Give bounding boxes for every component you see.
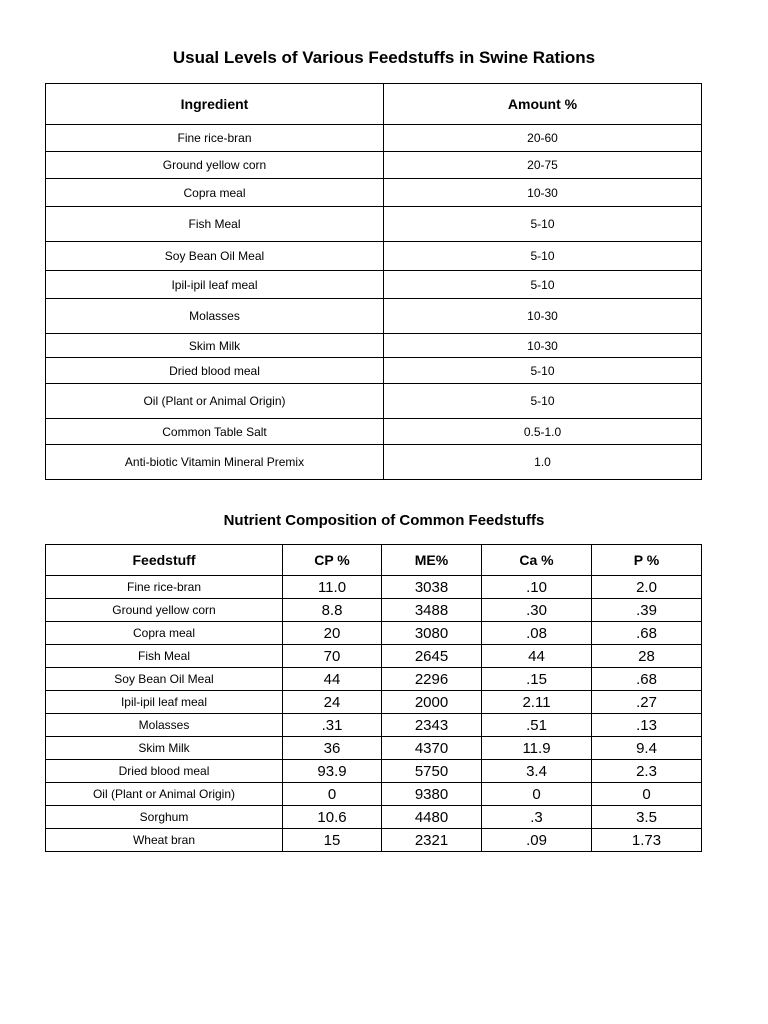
composition-row: [46, 760, 702, 783]
composition-me-cell: 3488: [382, 599, 482, 622]
composition-p-cell: .68: [592, 668, 702, 691]
levels-row: [46, 358, 702, 384]
composition-feedstuff-cell: Wheat bran: [46, 829, 283, 852]
composition-p-cell: .39: [592, 599, 702, 622]
levels-amount-cell: 5-10: [384, 384, 702, 419]
composition-me-cell: 2343: [382, 714, 482, 737]
levels-ingredient-cell: Ipil-ipil leaf meal: [46, 271, 384, 299]
composition-me-cell: 2321: [382, 829, 482, 852]
composition-row: [46, 806, 702, 829]
levels-row: [46, 179, 702, 207]
composition-title: Nutrient Composition of Common Feedstuffs: [223, 512, 545, 529]
levels-amount-cell: 1.0: [384, 445, 702, 480]
composition-ca-cell: .08: [482, 622, 592, 645]
composition-feedstuff-cell: Copra meal: [46, 622, 283, 645]
levels-row: [46, 299, 702, 334]
composition-me-cell: 2000: [382, 691, 482, 714]
levels-amount-cell: 5-10: [384, 242, 702, 271]
levels-row: [46, 445, 702, 480]
composition-feedstuff-cell: Fish Meal: [46, 645, 283, 668]
composition-me-cell: 3038: [382, 576, 482, 599]
composition-header-row: [46, 545, 702, 576]
levels-amount-cell: 5-10: [384, 207, 702, 242]
composition-cp-cell: 20: [283, 622, 382, 645]
composition-feedstuff-cell: Molasses: [46, 714, 283, 737]
composition-cp-cell: 24: [283, 691, 382, 714]
levels-ingredient-cell: Soy Bean Oil Meal: [46, 242, 384, 271]
levels-ingredient-cell: Oil (Plant or Animal Origin): [46, 384, 384, 419]
composition-row: [46, 783, 702, 806]
levels-title: Usual Levels of Various Feedstuffs in Swine Rations: [172, 48, 596, 67]
composition-cp-cell: 0: [283, 783, 382, 806]
composition-feedstuff-cell: Sorghum: [46, 806, 283, 829]
levels-header-row: [46, 84, 702, 125]
composition-row: [46, 829, 702, 852]
composition-p-cell: 2.0: [592, 576, 702, 599]
composition-me-cell: 2296: [382, 668, 482, 691]
composition-ca-cell: .15: [482, 668, 592, 691]
levels-ingredient-cell: Fine rice-bran: [46, 125, 384, 152]
composition-me-cell: 9380: [382, 783, 482, 806]
levels-amount-cell: 20-75: [384, 152, 702, 179]
levels-ingredient-cell: Dried blood meal: [46, 358, 384, 384]
composition-ca-cell: 0: [482, 783, 592, 806]
composition-me-cell: 3080: [382, 622, 482, 645]
levels-ingredient-cell: Anti-biotic Vitamin Mineral Premix: [46, 445, 384, 480]
composition-table: [45, 544, 702, 852]
levels-ingredient-cell: Skim Milk: [46, 334, 384, 358]
levels-ingredient-cell: Common Table Salt: [46, 419, 384, 445]
composition-header-ca: Ca %: [482, 545, 592, 576]
levels-row: [46, 125, 702, 152]
composition-row: [46, 668, 702, 691]
levels-row: [46, 152, 702, 179]
composition-feedstuff-cell: Ipil-ipil leaf meal: [46, 691, 283, 714]
composition-ca-cell: .3: [482, 806, 592, 829]
composition-p-cell: .68: [592, 622, 702, 645]
composition-ca-cell: 44: [482, 645, 592, 668]
composition-cp-cell: 44: [283, 668, 382, 691]
levels-ingredient-cell: Ground yellow corn: [46, 152, 384, 179]
levels-amount-cell: 5-10: [384, 271, 702, 299]
levels-ingredient-cell: Copra meal: [46, 179, 384, 207]
composition-me-cell: 4370: [382, 737, 482, 760]
composition-p-cell: .27: [592, 691, 702, 714]
levels-row: [46, 384, 702, 419]
composition-me-cell: 5750: [382, 760, 482, 783]
levels-amount-cell: 5-10: [384, 358, 702, 384]
composition-cp-cell: 36: [283, 737, 382, 760]
composition-header-feedstuff: Feedstuff: [46, 545, 283, 576]
levels-ingredient-cell: Molasses: [46, 299, 384, 334]
composition-p-cell: .13: [592, 714, 702, 737]
levels-row: [46, 334, 702, 358]
composition-ca-cell: .51: [482, 714, 592, 737]
composition-feedstuff-cell: Ground yellow corn: [46, 599, 283, 622]
levels-ingredient-cell: Fish Meal: [46, 207, 384, 242]
levels-table: [45, 83, 702, 480]
levels-amount-cell: 0.5-1.0: [384, 419, 702, 445]
composition-cp-cell: 10.6: [283, 806, 382, 829]
composition-feedstuff-cell: Oil (Plant or Animal Origin): [46, 783, 283, 806]
composition-row: [46, 599, 702, 622]
composition-header-p: P %: [592, 545, 702, 576]
levels-row: [46, 207, 702, 242]
levels-amount-cell: 10-30: [384, 299, 702, 334]
levels-row: [46, 419, 702, 445]
levels-amount-cell: 10-30: [384, 334, 702, 358]
composition-cp-cell: 15: [283, 829, 382, 852]
composition-ca-cell: 11.9: [482, 737, 592, 760]
levels-row: [46, 242, 702, 271]
composition-row: [46, 622, 702, 645]
composition-ca-cell: 3.4: [482, 760, 592, 783]
composition-cp-cell: 70: [283, 645, 382, 668]
composition-ca-cell: 2.11: [482, 691, 592, 714]
composition-p-cell: 28: [592, 645, 702, 668]
composition-me-cell: 4480: [382, 806, 482, 829]
composition-p-cell: 3.5: [592, 806, 702, 829]
levels-amount-cell: 20-60: [384, 125, 702, 152]
composition-feedstuff-cell: Fine rice-bran: [46, 576, 283, 599]
composition-cp-cell: 8.8: [283, 599, 382, 622]
composition-ca-cell: .30: [482, 599, 592, 622]
composition-ca-cell: .09: [482, 829, 592, 852]
composition-p-cell: 9.4: [592, 737, 702, 760]
levels-amount-cell: 10-30: [384, 179, 702, 207]
composition-cp-cell: 11.0: [283, 576, 382, 599]
composition-row: [46, 576, 702, 599]
composition-row: [46, 645, 702, 668]
composition-ca-cell: .10: [482, 576, 592, 599]
composition-cp-cell: .31: [283, 714, 382, 737]
composition-me-cell: 2645: [382, 645, 482, 668]
composition-row: [46, 714, 702, 737]
levels-row: [46, 271, 702, 299]
composition-p-cell: 0: [592, 783, 702, 806]
composition-row: [46, 691, 702, 714]
composition-feedstuff-cell: Skim Milk: [46, 737, 283, 760]
composition-p-cell: 2.3: [592, 760, 702, 783]
composition-row: [46, 737, 702, 760]
composition-header-cp: CP %: [283, 545, 382, 576]
composition-feedstuff-cell: Soy Bean Oil Meal: [46, 668, 283, 691]
composition-cp-cell: 93.9: [283, 760, 382, 783]
levels-header-amount: Amount %: [384, 84, 702, 125]
levels-header-ingredient: Ingredient: [46, 84, 384, 125]
composition-header-me: ME%: [382, 545, 482, 576]
composition-p-cell: 1.73: [592, 829, 702, 852]
composition-feedstuff-cell: Dried blood meal: [46, 760, 283, 783]
